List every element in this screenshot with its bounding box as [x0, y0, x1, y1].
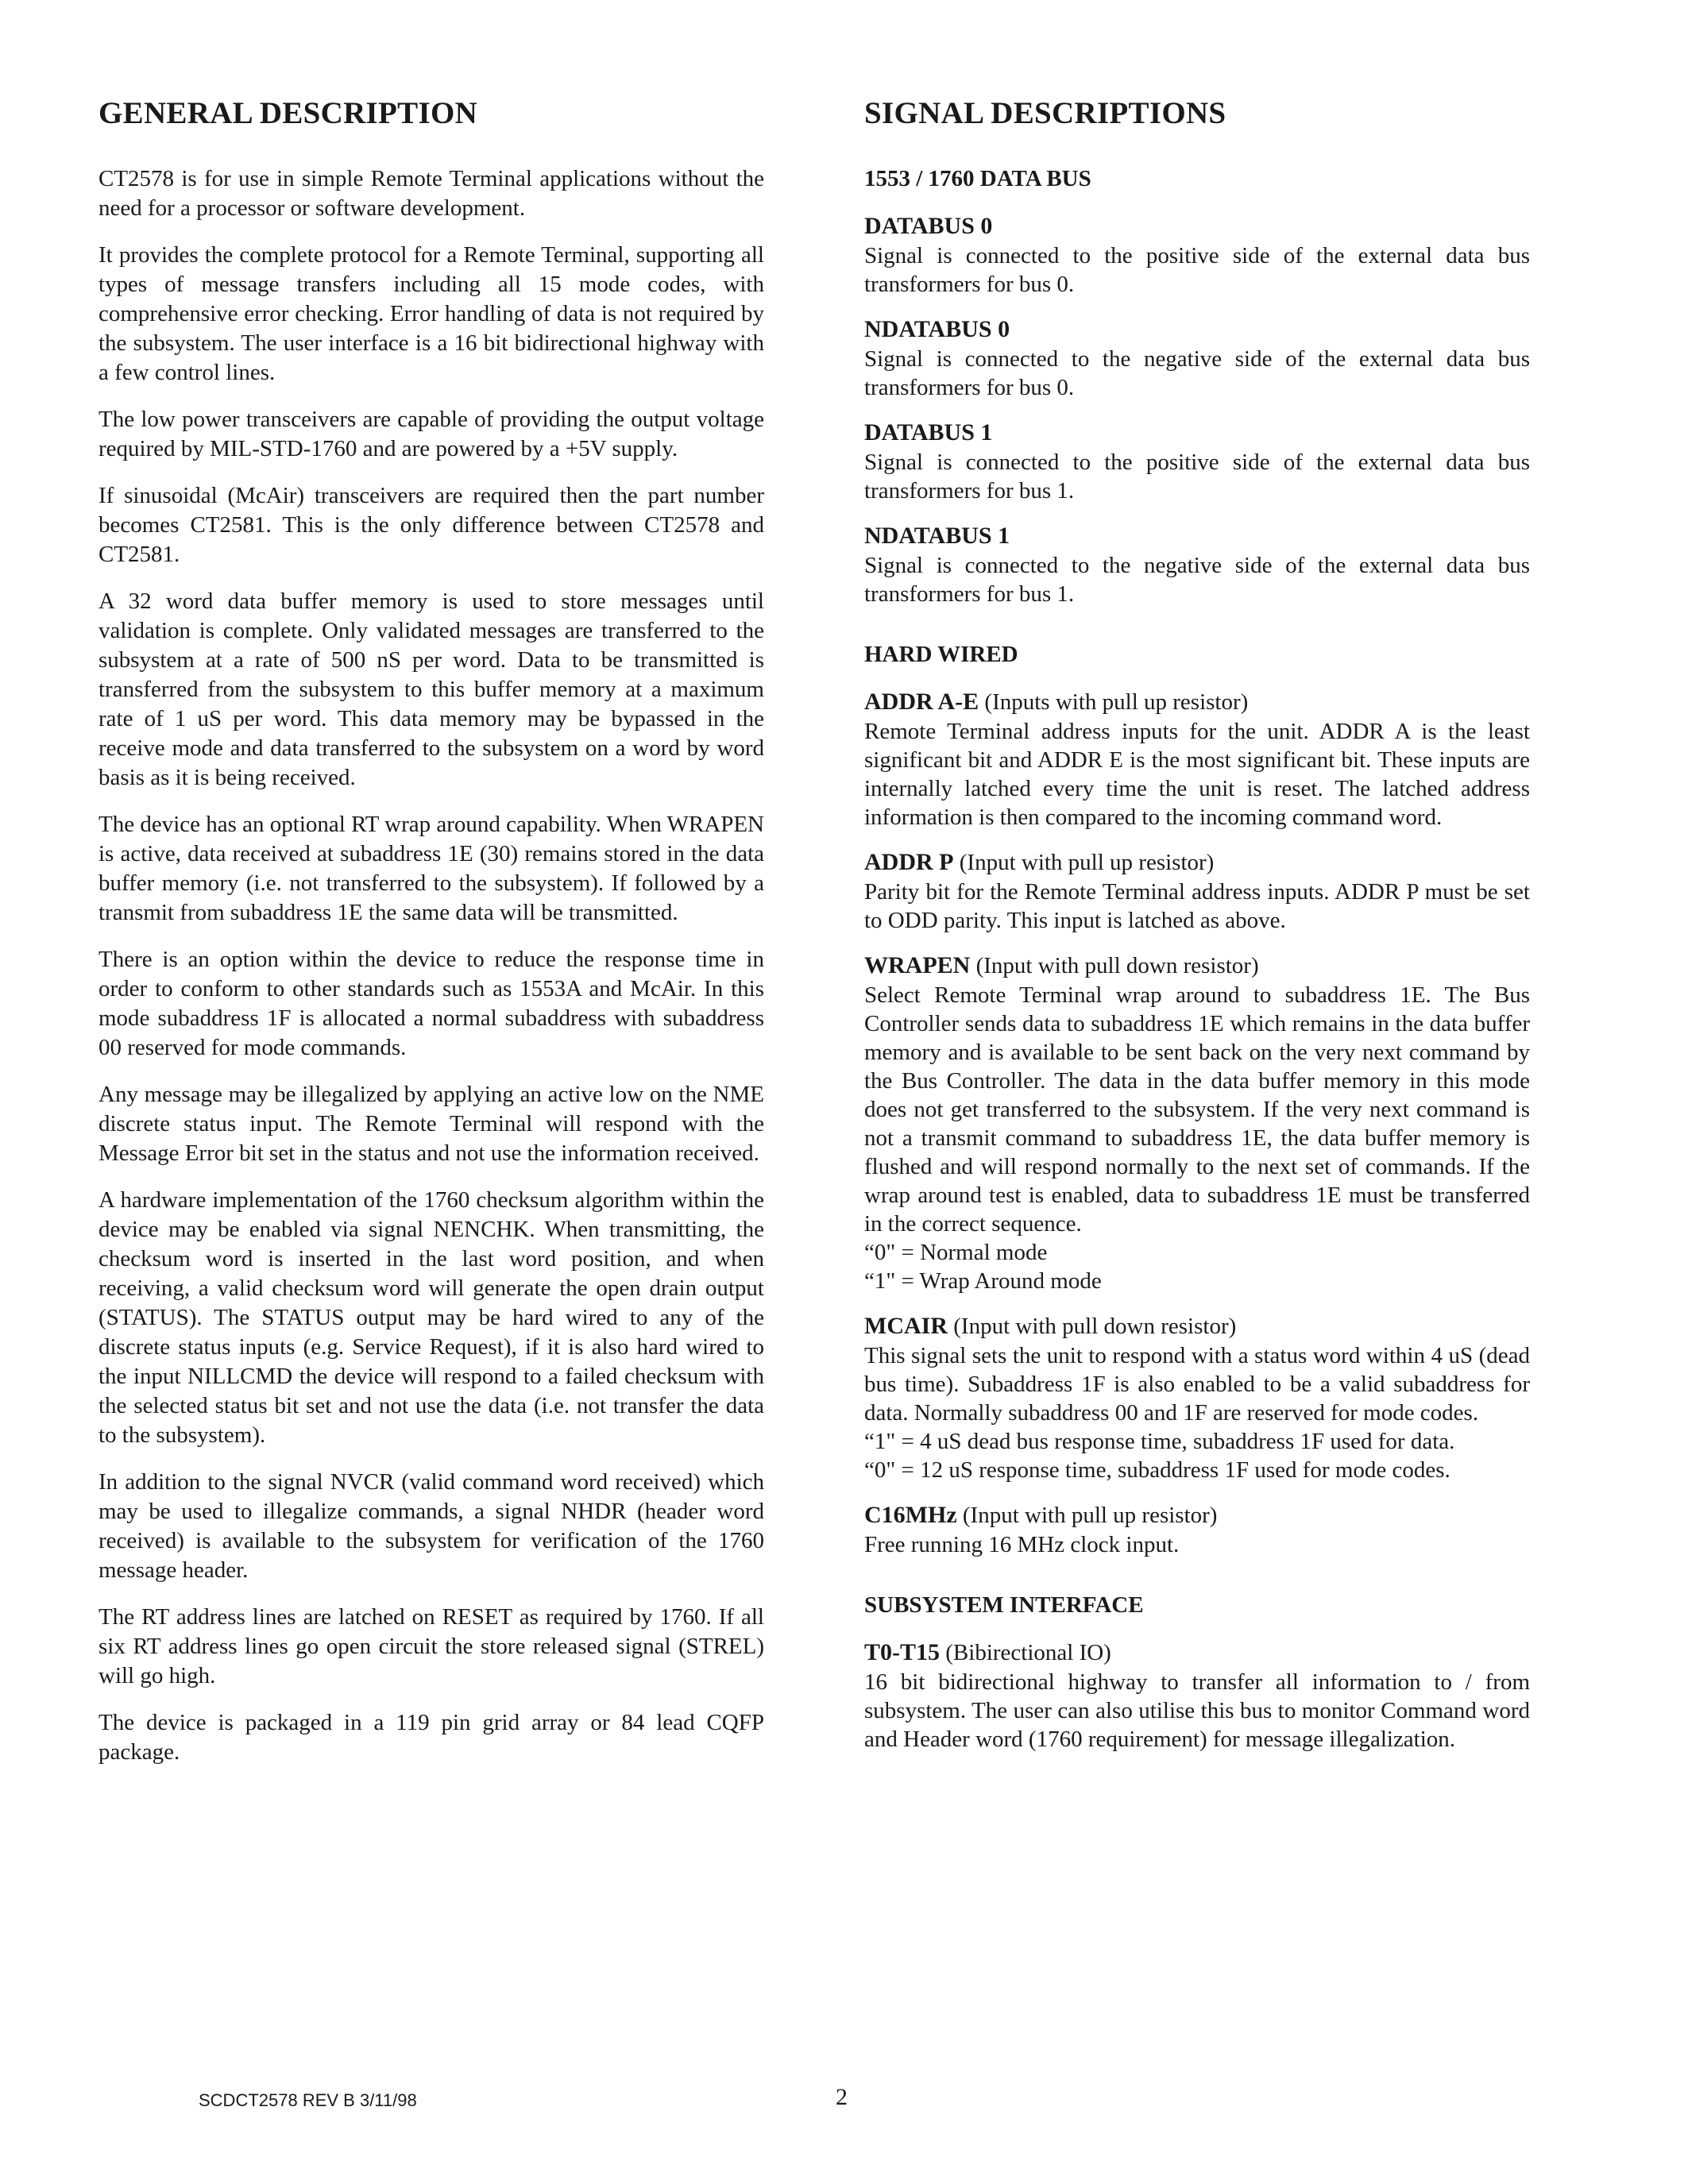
signal-description: Signal is connected to the positive side of the external data bus transformers for bus 1. — [864, 450, 1530, 504]
signal-wrapen — [864, 951, 1530, 1295]
signal-descriptions-column — [864, 95, 1530, 1769]
hardwired-group-title: HARD WIRED — [864, 642, 1018, 667]
signal-description: Parity bit for the Remote Terminal address inputs. ADDR P must be set to ODD parity. This input is latched as above. — [864, 879, 1530, 933]
signal-note: (Bibirectional IO) — [945, 1640, 1111, 1665]
signal-name: T0-T15 — [864, 1639, 941, 1665]
signal-name: NDATABUS 1 — [864, 523, 1010, 549]
signal-addr-p — [864, 847, 1530, 935]
signal-note: (Input with pull up resistor) — [959, 850, 1215, 875]
paragraph: There is an option within the device to reduce the response time in order to conform to other standards such as 1553A and McAir. In this mode subaddress 1F is allocated a normal subaddress with subaddress 00 reserved for mode commands. — [98, 947, 764, 1060]
signal-value-line: “0" = 12 uS response time, subaddress 1F used for mode codes. — [864, 1457, 1450, 1483]
signal-description: Signal is connected to the negative side of the external data bus transformers for bus 0. — [864, 346, 1530, 400]
signal-t0-t15 — [864, 1638, 1530, 1754]
signal-description: This signal sets the unit to respond with a status word within 4 uS (dead bus time). Subaddress 1F is also enabled to be a valid subaddress for data. Normally subaddress 00 and 1F are reserved for mode codes. — [864, 1343, 1530, 1426]
signal-description: Signal is connected to the negative side of the external data bus transformers for bus 1. — [864, 553, 1530, 607]
paragraph: The device is packaged in a 119 pin grid array or 84 lead CQFP package. — [98, 1710, 764, 1765]
signal-name: DATABUS 0 — [864, 213, 993, 239]
signal-mcair — [864, 1311, 1530, 1484]
paragraph: If sinusoidal (McAir) transceivers are required then the part number becomes CT2581. This is the only difference between CT2578 and CT2581. — [98, 483, 764, 567]
paragraph: A hardware implementation of the 1760 checksum algorithm within the device may be enabled via signal NENCHK. When transmitting, the checksum word is inserted in the last word position, and when receiving, a valid checksum word will generate the open drain output (STATUS). The STATUS output may be hard wired to any of the discrete status inputs (e.g. Service Request), if it is also hard wired to the input NILLCMD the device will respond to a failed checksum with the selected status bit set and not use the data (i.e. not transfer the data to the subsystem). — [98, 1187, 764, 1448]
signal-descriptions-heading: SIGNAL DESCRIPTIONS — [864, 96, 1226, 130]
signal-name: DATABUS 1 — [864, 419, 993, 446]
subsystem-interface-group-title: SUBSYSTEM INTERFACE — [864, 1592, 1144, 1618]
databus-group-title: 1553 / 1760 DATA BUS — [864, 166, 1091, 191]
signal-note: (Input with pull down resistor) — [975, 953, 1259, 978]
signal-ndatabus-1 — [864, 521, 1530, 608]
signal-c16mhz — [864, 1500, 1530, 1559]
signal-note: (Input with pull up resistor) — [962, 1503, 1218, 1528]
signal-description: Select Remote Terminal wrap around to subaddress 1E. The Bus Controller sends data to subaddress 1E which remains in the data buffer memory and is available to be sent back on the very next command by the Bus Controller. The data in the data buffer memory in this mode does not get transferred to the subsystem. If the very next command is not a transmit command to subaddress 1E, the data buffer memory is flushed and will respond normally to the next set of commands. If the wrap around test is enabled, data to subaddress 1E must be transferred in the correct sequence. — [864, 982, 1530, 1237]
signal-value-line: “1" = Wrap Around mode — [864, 1268, 1102, 1294]
paragraph: CT2578 is for use in simple Remote Terminal applications without the need for a processor or software development. — [98, 166, 764, 221]
signal-description: Free running 16 MHz clock input. — [864, 1532, 1180, 1557]
signal-ndatabus-0 — [864, 314, 1530, 402]
signal-name: ADDR A-E — [864, 689, 979, 715]
paragraph: The RT address lines are latched on RESET as required by 1760. If all six RT address lines go open circuit the store released signal (STREL) will go high. — [98, 1604, 764, 1688]
signal-databus-0 — [864, 211, 1530, 299]
signal-name: ADDR P — [864, 849, 954, 875]
paragraph: The low power transceivers are capable of providing the output voltage required by MIL-STD-1760 and are powered by a +5V supply. — [98, 407, 764, 461]
signal-name: WRAPEN — [864, 952, 971, 978]
signal-note: (Input with pull down resistor) — [953, 1314, 1237, 1339]
general-description-heading: GENERAL DESCRIPTION — [98, 96, 478, 130]
signal-description: Remote Terminal address inputs for the unit. ADDR A is the least significant bit and ADDR E is the most significant bit. These inputs are internally latched every time the unit is reset. The latched address information is then compared to the incoming command word. — [864, 719, 1530, 830]
signal-name: C16MHz — [864, 1502, 957, 1528]
general-description-column — [98, 95, 764, 1785]
paragraph: It provides the complete protocol for a Remote Terminal, supporting all types of message transfers including all 15 mode codes, with comprehensive error checking. Error handling of data is not required by the subsystem. The user interface is a 16 bit bidirectional highway with a few control lines. — [98, 242, 764, 385]
footer-document-id: SCDCT2578 REV B 3/11/98 — [199, 2090, 417, 2110]
paragraph: The device has an optional RT wrap around capability. When WRAPEN is active, data received at subaddress 1E (30) remains stored in the data buffer memory (i.e. not transferred to the subsystem). If followed by a transmit from subaddress 1E the same data will be transmitted. — [98, 812, 764, 925]
page-number: 2 — [836, 2084, 848, 2110]
signal-name: MCAIR — [864, 1313, 948, 1339]
paragraph: A 32 word data buffer memory is used to store messages until validation is complete. Only validated messages are transferred to the subsystem at a rate of 500 nS per word. Data to be transmitted is transferred from the subsystem to this buffer memory at a maximum rate of 1 uS per word. This data memory may be bypassed in the receive mode and data transferred to the subsystem on a word by word basis as it is being received. — [98, 588, 764, 790]
signal-note: (Inputs with pull up resistor) — [984, 689, 1249, 715]
signal-description: Signal is connected to the positive side of the external data bus transformers for bus 0. — [864, 243, 1530, 297]
paragraph: Any message may be illegalized by applying an active low on the NME discrete status input. The Remote Terminal will respond with the Message Error bit set in the status and not use the information received. — [98, 1082, 764, 1166]
signal-value-line: “0" = Normal mode — [864, 1240, 1048, 1265]
signal-addr-a-e — [864, 687, 1530, 832]
signal-databus-1 — [864, 418, 1530, 505]
signal-name: NDATABUS 0 — [864, 316, 1010, 342]
paragraph: In addition to the signal NVCR (valid command word received) which may be used to illegalize commands, a signal NHDR (header word received) is available to the subsystem for verification of the 1760 message header. — [98, 1469, 764, 1583]
signal-description: 16 bit bidirectional highway to transfer all information to / from subsystem. The user can also utilise this bus to monitor Command word and Header word (1760 requirement) for message illegalization. — [864, 1669, 1530, 1752]
signal-value-line: “1" = 4 uS dead bus response time, subaddress 1F used for data. — [864, 1429, 1455, 1454]
